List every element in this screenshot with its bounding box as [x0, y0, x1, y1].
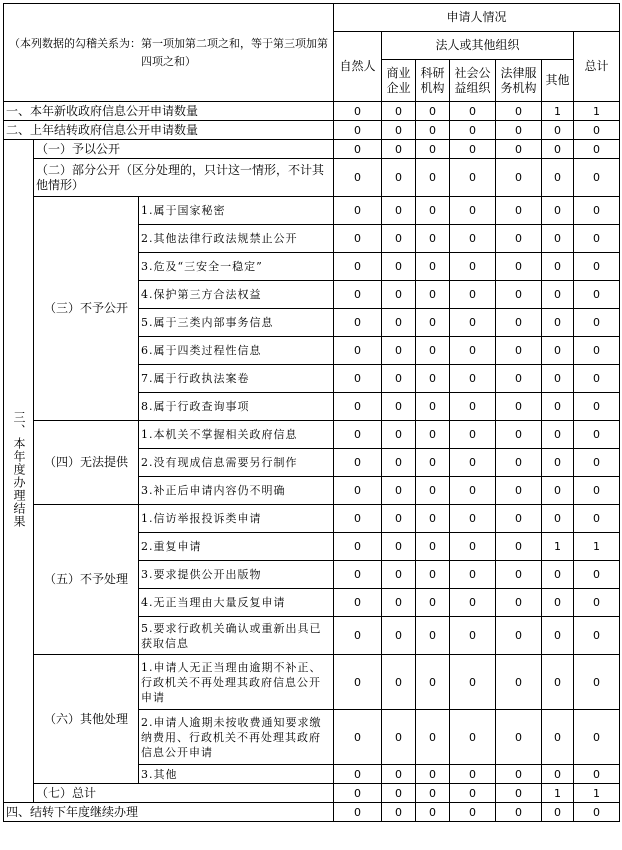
value-cell: 0 [574, 159, 620, 197]
value-cell: 0 [542, 655, 574, 710]
value-cell: 0 [416, 102, 450, 121]
value-cell: 0 [416, 121, 450, 140]
value-cell: 0 [450, 253, 496, 281]
value-cell: 0 [496, 710, 542, 765]
value-cell: 0 [496, 449, 542, 477]
value-cell: 0 [574, 655, 620, 710]
group-label-g5: （五）不予处理 [34, 505, 139, 655]
value-cell: 0 [416, 655, 450, 710]
value-cell: 0 [334, 197, 382, 225]
value-cell: 0 [334, 393, 382, 421]
value-cell: 0 [542, 803, 574, 822]
value-cell: 0 [334, 784, 382, 803]
value-cell: 0 [450, 197, 496, 225]
section-3-text: 三、本年度办理结果 [12, 410, 26, 528]
value-cell: 0 [450, 561, 496, 589]
value-cell: 0 [334, 337, 382, 365]
sub-item-label: 4.无正当理由大量反复申请 [139, 589, 334, 617]
value-cell: 0 [496, 225, 542, 253]
value-cell: 0 [450, 421, 496, 449]
value-cell: 1 [574, 784, 620, 803]
value-cell: 0 [542, 477, 574, 505]
value-cell: 0 [450, 309, 496, 337]
value-cell: 1 [542, 102, 574, 121]
value-cell: 0 [334, 803, 382, 822]
value-cell: 0 [542, 281, 574, 309]
table-row [4, 102, 620, 121]
value-cell: 0 [334, 140, 382, 159]
value-cell: 0 [382, 337, 416, 365]
value-cell: 0 [450, 589, 496, 617]
value-cell: 0 [334, 710, 382, 765]
value-cell: 0 [334, 225, 382, 253]
value-cell: 0 [382, 803, 416, 822]
table-row [4, 140, 620, 159]
sub-item-label: 1.信访举报投诉类申请 [139, 505, 334, 533]
value-cell: 0 [450, 365, 496, 393]
value-cell: 0 [496, 784, 542, 803]
value-cell: 0 [382, 225, 416, 253]
value-cell: 0 [450, 784, 496, 803]
table-row [4, 197, 620, 225]
row-label-carry-next-year: 四、结转下年度继续办理 [4, 803, 334, 822]
value-cell: 0 [382, 655, 416, 710]
value-cell: 0 [416, 477, 450, 505]
value-cell: 0 [496, 365, 542, 393]
value-cell: 0 [334, 449, 382, 477]
value-cell: 0 [334, 561, 382, 589]
value-cell: 0 [382, 159, 416, 197]
value-cell: 0 [496, 589, 542, 617]
value-cell: 0 [542, 197, 574, 225]
value-cell: 0 [450, 281, 496, 309]
value-cell: 0 [574, 617, 620, 655]
value-cell: 0 [416, 253, 450, 281]
value-cell: 0 [542, 121, 574, 140]
value-cell: 0 [542, 421, 574, 449]
header-total: 总计 [574, 32, 620, 102]
value-cell: 0 [334, 533, 382, 561]
value-cell: 0 [496, 533, 542, 561]
value-cell: 0 [382, 784, 416, 803]
value-cell: 0 [334, 281, 382, 309]
value-cell: 0 [382, 477, 416, 505]
value-cell: 0 [574, 393, 620, 421]
value-cell: 0 [334, 477, 382, 505]
value-cell: 0 [334, 589, 382, 617]
value-cell: 0 [450, 449, 496, 477]
value-cell: 0 [496, 121, 542, 140]
value-cell: 0 [450, 505, 496, 533]
value-cell: 0 [382, 561, 416, 589]
value-cell: 0 [334, 159, 382, 197]
header-col-other: 其他 [542, 60, 574, 102]
value-cell: 0 [542, 253, 574, 281]
value-cell: 0 [574, 225, 620, 253]
value-cell: 0 [416, 589, 450, 617]
value-cell: 1 [574, 102, 620, 121]
value-cell: 0 [542, 505, 574, 533]
value-cell: 0 [496, 140, 542, 159]
value-cell: 0 [496, 253, 542, 281]
value-cell: 0 [382, 393, 416, 421]
value-cell: 0 [382, 253, 416, 281]
value-cell: 0 [496, 803, 542, 822]
value-cell: 0 [542, 710, 574, 765]
value-cell: 0 [574, 281, 620, 309]
header-note: （本列数据的勾稽关系为：第一项加第二项之和，等于第三项加第四项之和） [4, 4, 334, 102]
value-cell: 0 [574, 253, 620, 281]
sub-item-label: 8.属于行政查询事项 [139, 393, 334, 421]
value-cell: 0 [450, 655, 496, 710]
value-cell: 0 [334, 309, 382, 337]
value-cell: 0 [450, 477, 496, 505]
row-label-total: （七）总计 [34, 784, 334, 803]
sub-item-label: 2.没有现成信息需要另行制作 [139, 449, 334, 477]
sub-item-label: 1.本机关不掌握相关政府信息 [139, 421, 334, 449]
section-3-label [4, 140, 34, 803]
value-cell: 0 [574, 140, 620, 159]
sub-item-label: 1.申请人无正当理由逾期不补正、行政机关不再处理其政府信息公开申请 [139, 655, 334, 710]
value-cell: 0 [382, 309, 416, 337]
value-cell: 0 [416, 803, 450, 822]
value-cell: 0 [382, 121, 416, 140]
row-label-partial-open: （二）部分公开（区分处理的，只计这一情形，不计其他情形） [34, 159, 334, 197]
sub-item-label: 2.其他法律行政法规禁止公开 [139, 225, 334, 253]
value-cell: 0 [574, 449, 620, 477]
value-cell: 0 [416, 197, 450, 225]
value-cell: 0 [542, 393, 574, 421]
sub-item-label: 6.属于四类过程性信息 [139, 337, 334, 365]
value-cell: 0 [542, 365, 574, 393]
value-cell: 0 [496, 765, 542, 784]
header-org: 法人或其他组织 [382, 32, 574, 60]
value-cell: 0 [450, 617, 496, 655]
value-cell: 0 [542, 561, 574, 589]
value-cell: 0 [382, 765, 416, 784]
value-cell: 0 [450, 710, 496, 765]
value-cell: 0 [542, 765, 574, 784]
value-cell: 0 [334, 421, 382, 449]
value-cell: 0 [416, 617, 450, 655]
value-cell: 0 [574, 309, 620, 337]
value-cell: 0 [574, 337, 620, 365]
value-cell: 0 [496, 505, 542, 533]
value-cell: 0 [496, 281, 542, 309]
value-cell: 0 [416, 421, 450, 449]
sub-item-label: 1.属于国家秘密 [139, 197, 334, 225]
value-cell: 0 [416, 533, 450, 561]
value-cell: 0 [334, 253, 382, 281]
header-col-legal: 法律服务机构 [496, 60, 542, 102]
value-cell: 0 [574, 765, 620, 784]
value-cell: 0 [334, 121, 382, 140]
header-applicant: 申请人情况 [334, 4, 620, 32]
value-cell: 0 [382, 102, 416, 121]
value-cell: 0 [382, 533, 416, 561]
row-label-new-requests: 一、本年新收政府信息公开申请数量 [4, 102, 334, 121]
value-cell: 0 [450, 140, 496, 159]
sub-item-label: 4.保护第三方合法权益 [139, 281, 334, 309]
value-cell: 0 [416, 561, 450, 589]
table-row [4, 121, 620, 140]
value-cell: 0 [574, 710, 620, 765]
group-label-g3: （三）不予公开 [34, 197, 139, 421]
value-cell: 0 [496, 617, 542, 655]
value-cell: 0 [382, 449, 416, 477]
value-cell: 0 [542, 337, 574, 365]
row-label-open: （一）予以公开 [34, 140, 334, 159]
value-cell: 0 [382, 365, 416, 393]
value-cell: 0 [450, 393, 496, 421]
value-cell: 0 [416, 710, 450, 765]
value-cell: 0 [574, 505, 620, 533]
value-cell: 0 [450, 102, 496, 121]
value-cell: 0 [542, 309, 574, 337]
value-cell: 0 [416, 449, 450, 477]
value-cell: 0 [450, 159, 496, 197]
value-cell: 0 [542, 159, 574, 197]
sub-item-label: 5.属于三类内部事务信息 [139, 309, 334, 337]
value-cell: 0 [496, 159, 542, 197]
value-cell: 0 [382, 505, 416, 533]
group-label-g6: （六）其他处理 [34, 655, 139, 784]
value-cell: 1 [542, 533, 574, 561]
value-cell: 0 [334, 655, 382, 710]
value-cell: 0 [334, 102, 382, 121]
header-col-public-welfare: 社会公益组织 [450, 60, 496, 102]
value-cell: 0 [450, 765, 496, 784]
value-cell: 0 [416, 281, 450, 309]
value-cell: 0 [496, 561, 542, 589]
value-cell: 0 [416, 337, 450, 365]
value-cell: 0 [416, 505, 450, 533]
value-cell: 0 [574, 197, 620, 225]
value-cell: 0 [416, 765, 450, 784]
sub-item-label: 3.其他 [139, 765, 334, 784]
table-row [4, 421, 620, 449]
row-label-carried-over: 二、上年结转政府信息公开申请数量 [4, 121, 334, 140]
table-row [4, 655, 620, 710]
value-cell: 0 [542, 617, 574, 655]
value-cell: 1 [542, 784, 574, 803]
value-cell: 0 [542, 449, 574, 477]
table-row [4, 505, 620, 533]
value-cell: 0 [450, 337, 496, 365]
value-cell: 0 [416, 140, 450, 159]
sub-item-label: 2.申请人逾期未按收费通知要求缴纳费用、行政机关不再处理其政府信息公开申请 [139, 710, 334, 765]
value-cell: 0 [496, 102, 542, 121]
value-cell: 0 [416, 365, 450, 393]
value-cell: 0 [496, 421, 542, 449]
value-cell: 0 [496, 337, 542, 365]
header-col-business: 商业企业 [382, 60, 416, 102]
value-cell: 0 [382, 589, 416, 617]
value-cell: 0 [496, 655, 542, 710]
value-cell: 0 [542, 589, 574, 617]
value-cell: 0 [334, 505, 382, 533]
value-cell: 0 [416, 159, 450, 197]
value-cell: 0 [574, 477, 620, 505]
value-cell: 0 [574, 589, 620, 617]
value-cell: 1 [574, 533, 620, 561]
value-cell: 0 [416, 309, 450, 337]
table-row [4, 803, 620, 822]
table-row [4, 784, 620, 803]
sub-item-label: 3.补正后申请内容仍不明确 [139, 477, 334, 505]
value-cell: 0 [382, 710, 416, 765]
sub-item-label: 2.重复申请 [139, 533, 334, 561]
header-col-research: 科研机构 [416, 60, 450, 102]
value-cell: 0 [542, 225, 574, 253]
value-cell: 0 [450, 533, 496, 561]
sub-item-label: 3.要求提供公开出版物 [139, 561, 334, 589]
value-cell: 0 [334, 765, 382, 784]
header-natural-person: 自然人 [334, 32, 382, 102]
sub-item-label: 5.要求行政机关确认或重新出具已获取信息 [139, 617, 334, 655]
sub-item-label: 7.属于行政执法案卷 [139, 365, 334, 393]
value-cell: 0 [574, 421, 620, 449]
value-cell: 0 [416, 225, 450, 253]
value-cell: 0 [496, 393, 542, 421]
value-cell: 0 [382, 281, 416, 309]
value-cell: 0 [382, 617, 416, 655]
value-cell: 0 [334, 365, 382, 393]
value-cell: 0 [450, 225, 496, 253]
sub-item-label: 3.危及“三安全一稳定” [139, 253, 334, 281]
value-cell: 0 [574, 121, 620, 140]
table-row [4, 159, 620, 197]
value-cell: 0 [334, 617, 382, 655]
disclosure-stats-table [3, 3, 620, 822]
group-label-g4: （四）无法提供 [34, 421, 139, 505]
value-cell: 0 [496, 477, 542, 505]
value-cell: 0 [574, 803, 620, 822]
value-cell: 0 [416, 393, 450, 421]
value-cell: 0 [574, 365, 620, 393]
value-cell: 0 [416, 784, 450, 803]
value-cell: 0 [542, 140, 574, 159]
value-cell: 0 [450, 121, 496, 140]
value-cell: 0 [382, 421, 416, 449]
value-cell: 0 [496, 309, 542, 337]
value-cell: 0 [382, 197, 416, 225]
value-cell: 0 [574, 561, 620, 589]
value-cell: 0 [382, 140, 416, 159]
value-cell: 0 [450, 803, 496, 822]
value-cell: 0 [496, 197, 542, 225]
